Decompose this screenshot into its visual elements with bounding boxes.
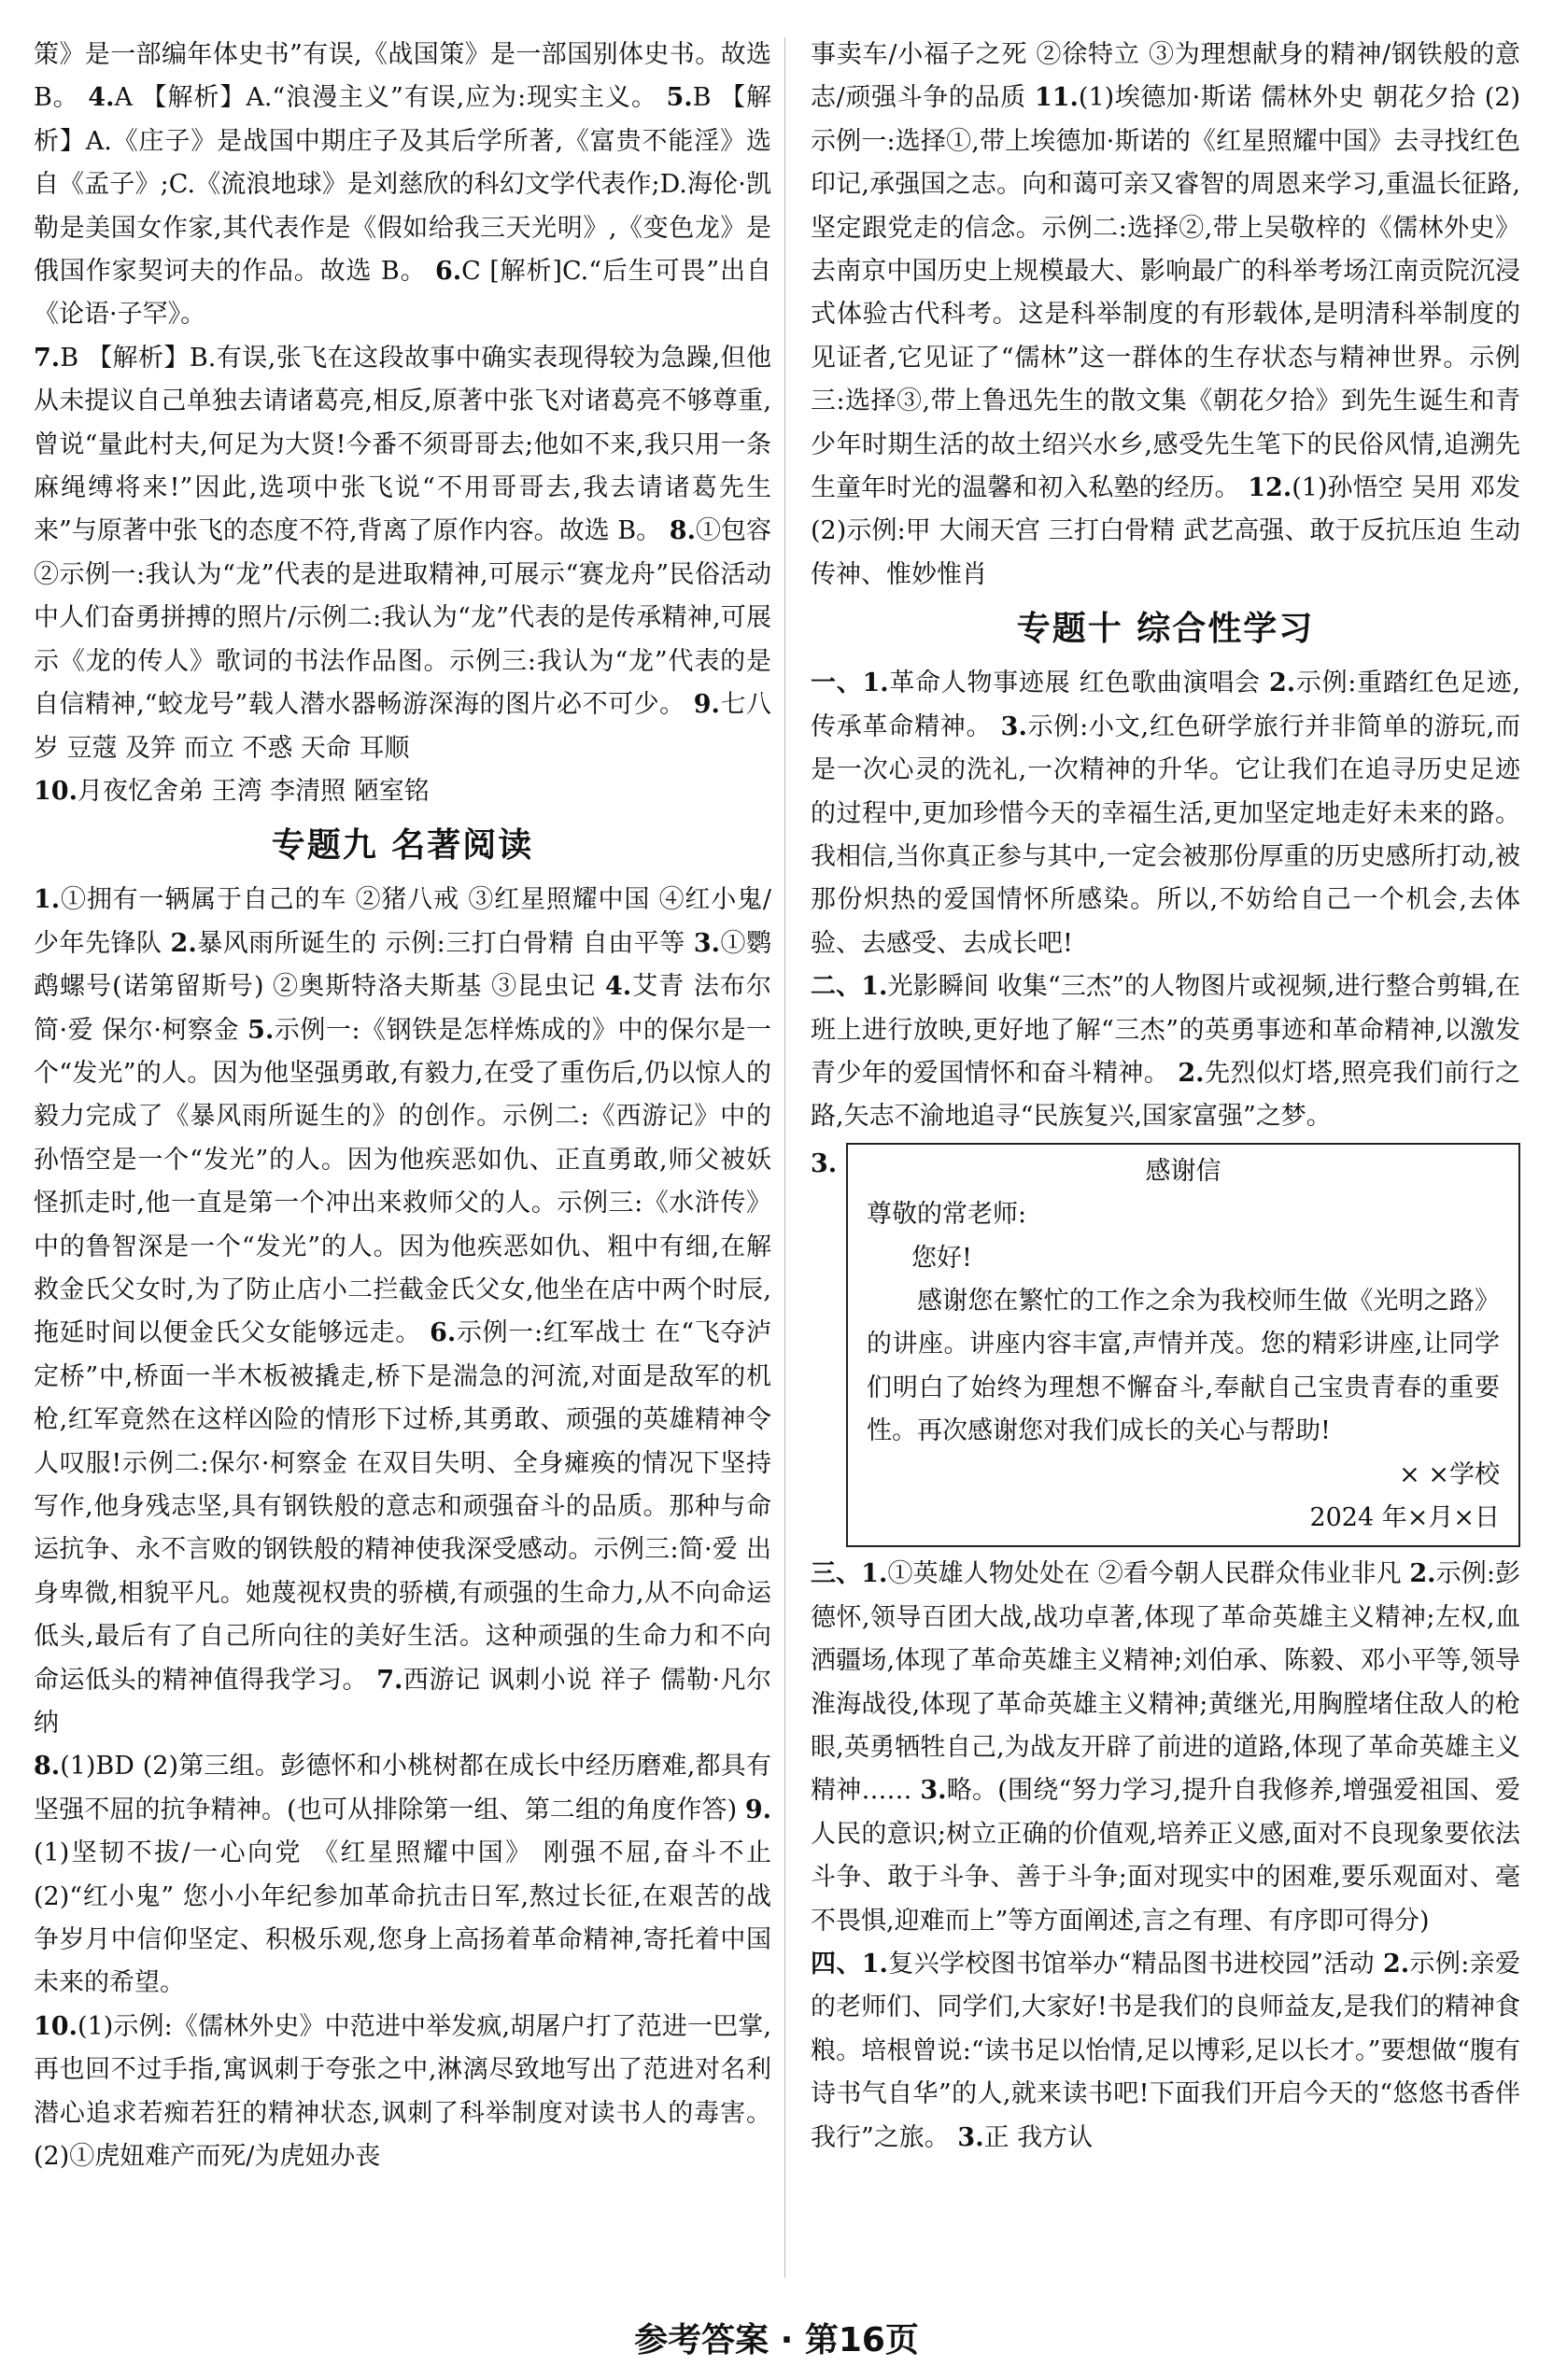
question-number: 6. bbox=[430, 1318, 457, 1348]
paragraph bbox=[34, 34, 771, 337]
answer-text: (1)BD (2)第三组。彭德怀和小桃树都在成长中经历磨难,都具有坚强不屈的抗争精神。(也可从排除第一组、第二组的角度作答) bbox=[34, 1752, 771, 1824]
answer-text: 示例:小文,红色研学旅行并非简单的游玩,而是一次心灵的洗礼,一次精神的升华。它让我们在追寻历史足迹的过程中,更加珍惜今天的幸福生活,更加坚定地走好未来的路。我相信,当你真正参与其中,一定会被那份厚重的历史感所打动,被那份炽热的爱国情怀所感染。所以,不妨给自己一个机会,去体验、去感受、去成长吧! bbox=[811, 711, 1521, 958]
section-number: 一、 bbox=[811, 669, 863, 698]
question-number: 2. bbox=[1178, 1058, 1205, 1088]
answer-text: 策》是一部编年体史书”有误,《战国策》是一部国别体史书。故选 B。 bbox=[34, 40, 771, 113]
question-number: 6. bbox=[434, 257, 462, 287]
answer-text: (1)埃德加·斯诺 儒林外史 朝花夕拾 (2)示例一:选择①,带上埃德加·斯诺的《红星照耀中国》去寻找红色印记,承强国之志。向和蔼可亲又睿智的周恩来学习,重温长征路,坚定跟党走的信念。示例二:选择②,带上吴敬梓的《儒林外史》去南京中国历史上规模最大、影响最广的科举考场江南贡院沉浸式体验古代科考。这是科举制度的有形载体,是明清科举制度的见证者,它见证了“儒林”这一群体的生存状态与精神世界。示例三:选择③,带上鲁迅先生的散文集《朝花夕拾》到先生诞生和青少年时期生活的故土绍兴水乡,感受先生笔下的民俗风情,追溯先生童年时光的温馨和初入私塾的经历。 bbox=[811, 83, 1520, 503]
answer-text: A 【解析】A.“浪漫主义”有误,应为:现实主义。 bbox=[114, 83, 657, 113]
column-divider bbox=[784, 37, 785, 2278]
section-heading-9: 专题九 名著阅读 bbox=[271, 826, 534, 866]
paragraph bbox=[34, 770, 771, 813]
question-number: 9. bbox=[693, 690, 720, 720]
question-number: 3. bbox=[811, 1148, 838, 1178]
answer-text: 光影瞬间 收集“三杰”的人物图片或视频,进行整合剪辑,在班上进行放映,更好地了解“三杰”的英勇事迹和革命精神,以激发青少年的爱国情怀和奋斗精神。 bbox=[811, 972, 1520, 1088]
question-number: 3. bbox=[1000, 711, 1027, 741]
answer-text: 略。(围绕“努力学习,提升自我修养,增强爱祖国、爱人民的意识;树立正确的价值观,培养正义感,面对不良现象要依法斗争、敢于斗争、善于斗争;面对现实中的困难,要乐观面对、毫不畏惧,迎难而上”等方面阐述,言之有理、有序即可得分) bbox=[811, 1776, 1520, 1936]
answer-text: 示例一:红军战士 在“飞夺泸定桥”中,桥面一半木板被撬走,桥下是湍急的河流,对面是敌军的机枪,红军竟然在这样凶险的情形下过桥,其勇敢、顽强的英雄精神令人叹服!示例二:保尔·柯察金 在双目失明、全身瘫痪的情况下坚持写作,他身残志坚,具有钢铁般的意志和顽强奋斗的品质。那种与命运抗争、永不言败的钢铁般的精神使我深受感动。示例三:简·爱 出身卑微,相貌平凡。她蔑视权贵的骄横,有顽强的生命力,从不向命运低头,最后有了自己所向往的美好生活。这种顽强的生命力和不向命运低头的精神值得我学习。 bbox=[34, 1318, 772, 1695]
question-number: 1. bbox=[862, 669, 889, 698]
answer-text: 复兴学校图书馆举办“精品图书进校园”活动 bbox=[887, 1950, 1375, 1979]
question-number: 1. bbox=[861, 1950, 888, 1979]
answer-text: B 【解析】A.《庄子》是战国中期庄子及其后学所著,《富贵不能淫》选自《孟子》;C.《流浪地球》是刘慈欣的科幻文学代表作;D.海伦·凯勒是美国女作家,其代表作是《假如给我三天光明》,《变色龙》是俄国作家契诃夫的作品。故选 B。 bbox=[34, 83, 771, 287]
paragraph bbox=[34, 879, 771, 1745]
question-number: 2. bbox=[1409, 1559, 1436, 1589]
thank-you-letter bbox=[846, 1143, 1520, 1548]
question-number: 5. bbox=[666, 83, 693, 113]
paragraph bbox=[811, 662, 1520, 965]
answer-text: 示例一:《钢铁是怎样炼成的》中的保尔是一个“发光”的人。因为他坚强勇敢,有毅力,在受了重伤后,仍以惊人的毅力完成了《暴风雨所诞生的》的创作。示例二:《西游记》中的孙悟空是一个“发光”的人。因为他疾恶如仇、正直勇敢,师父被妖怪抓走时,他一直是第一个冲出来救师父的人。示例三:《水浒传》中的鲁智深是一个“发光”的人。因为他疾恶如仇、粗中有细,在解救金氏父女时,为了防止店小二拦截金氏父女,他坐在店中两个时辰,拖延时间以便金氏父女能够远走。 bbox=[34, 1015, 771, 1348]
question-number: 10. bbox=[34, 776, 78, 806]
answer-text: 革命人物事迹展 红色歌曲演唱会 bbox=[888, 669, 1261, 698]
question-number: 3. bbox=[957, 2122, 984, 2152]
question-number: 1. bbox=[861, 972, 888, 1002]
letter-hello: 您好! bbox=[911, 1243, 972, 1273]
letter-title: 感谢信 bbox=[1145, 1156, 1221, 1186]
question-number: 1. bbox=[34, 885, 61, 915]
letter-sender: × ×学校 bbox=[1399, 1459, 1500, 1489]
letter-body: 感谢您在繁忙的工作之余为我校师生做《光明之路》的讲座。讲座内容丰富,声情并茂。您的精彩讲座,让同学们明白了始终为理想不懈奋斗,奉献自己宝贵青春的重要性。再次感谢您对我们成长的关心与帮助! bbox=[867, 1286, 1500, 1446]
answer-text: 艾青 法布尔 简·爱 保尔·柯察金 bbox=[34, 972, 772, 1045]
question-number: 2. bbox=[1268, 669, 1296, 698]
answer-text: 暴风雨所诞生的 示例:三打白骨精 自由平等 bbox=[196, 928, 685, 958]
answer-text: 正 我方认 bbox=[983, 2122, 1094, 2152]
question-number: 1. bbox=[861, 1559, 888, 1589]
question-number: 3. bbox=[920, 1776, 947, 1806]
answer-text: 先烈似灯塔,照亮我们前行之路,矢志不渝地追寻“民族复兴,国家富强”之梦。 bbox=[811, 1058, 1520, 1132]
letter-greeting: 尊敬的常老师: bbox=[867, 1200, 1027, 1230]
answer-text: (1)孙悟空 吴用 邓发 (2)示例:甲 大闹天宫 三打白骨精 武艺高强、敢于反抗压迫 生动传神、惟妙惟肖 bbox=[811, 473, 1520, 589]
answer-text: ①拥有一辆属于自己的车 ②猪八戒 ③红星照耀中国 ④红小鬼/少年先锋队 bbox=[34, 885, 771, 958]
question-number: 4. bbox=[604, 972, 632, 1002]
question-number: 9. bbox=[744, 1795, 771, 1824]
answer-text: 西游记 讽刺小说 祥子 儒勒·凡尔纳 bbox=[34, 1665, 771, 1739]
answer-text: (1)坚韧不拔/一心向党 《红星照耀中国》 刚强不屈,奋斗不止 (2)“红小鬼” 您小小年纪参加革命抗击日军,熬过长征,在艰苦的战争岁月中信仰坚定、积极乐观,您身上高扬着革命精神,寄托着中国未来的希望。 bbox=[34, 1838, 771, 1998]
answer-text: 月夜忆舍弟 王湾 李清照 陋室铭 bbox=[77, 776, 430, 806]
question-number: 3. bbox=[693, 928, 721, 958]
question-number: 12. bbox=[1248, 473, 1292, 503]
question-number: 5. bbox=[247, 1015, 275, 1045]
question-number: 8. bbox=[34, 1752, 61, 1781]
question-number: 2. bbox=[1382, 1950, 1410, 1979]
answer-text: 事卖车/小福子之死 ②徐特立 ③为理想献身的精神/钢铁般的意志/顽强斗争的品质 bbox=[811, 40, 1520, 113]
right-column bbox=[811, 34, 1520, 2160]
answer-text: B 【解析】B.有误,张飞在这段故事中确实表现得较为急躁,但他从未提议自己单独去请诸葛亮,相反,原著中张飞对诸葛亮不够尊重,曾说“量此村夫,何足为大贤!今番不须哥哥去;他如不来,我只用一条麻绳缚将来!”因此,选项中张飞说“不用哥哥去,我去请诸葛先生来”与原著中张飞的态度不符,背离了原作内容。故选 B。 bbox=[34, 343, 771, 546]
answer-text: (1)示例:《儒林外史》中范进中举发疯,胡屠户打了范进一巴掌,再也回不过手指,寓讽刺于夸张之中,淋漓尽致地写出了范进对名利潜心追求若痴若狂的精神状态,讽刺了科举制度对读书人的毒害。 (2)①虎妞难产而死/为虎妞办丧 bbox=[34, 2011, 771, 2172]
question-number: 10. bbox=[34, 2011, 78, 2041]
thank-you-letter-block bbox=[811, 1143, 1520, 1548]
answer-text: C [解析]C.“后生可畏”出自《论语·子罕》。 bbox=[34, 257, 771, 330]
question-number: 7. bbox=[376, 1665, 403, 1695]
paragraph bbox=[811, 34, 1520, 597]
paragraph bbox=[811, 965, 1520, 1139]
paragraph bbox=[34, 337, 771, 770]
section-number: 三、 bbox=[811, 1559, 862, 1589]
page-footer: 参考答案 · 第16页 bbox=[634, 2321, 919, 2359]
answer-text: 七八岁 豆蔻 及笄 而立 不惑 天命 耳顺 bbox=[34, 690, 771, 763]
paragraph bbox=[34, 1745, 771, 2005]
letter-date: 2024 年×月×日 bbox=[1309, 1503, 1500, 1532]
answer-text: ①包容 ②示例一:我认为“龙”代表的是进取精神,可展示“赛龙舟”民俗活动中人们奋勇拼搏的照片/示例二:我认为“龙”代表的是传承精神,可展示《龙的传人》歌词的书法作品图。示例三:我认为“龙”代表的是自信精神,“蛟龙号”载人潜水器畅游深海的图片必不可少。 bbox=[34, 516, 772, 720]
question-number: 7. bbox=[34, 343, 61, 373]
section-heading-10: 专题十 综合性学习 bbox=[1016, 610, 1315, 649]
left-column bbox=[34, 34, 771, 2179]
answer-text: 示例:亲爱的老师们、同学们,大家好!书是我们的良师益友,是我们的精神食粮。培根曾说:“读书足以怡情,足以博彩,足以长才。”要想做“腹有诗书气自华”的人,就来读书吧!下面我们开启今天的“悠悠书香伴我行”之旅。 bbox=[811, 1950, 1520, 2152]
section-number: 二、 bbox=[811, 972, 862, 1002]
question-number: 8. bbox=[669, 516, 696, 546]
question-number: 11. bbox=[1034, 83, 1079, 113]
paragraph bbox=[811, 1943, 1520, 2160]
section-number: 四、 bbox=[811, 1950, 862, 1979]
paragraph bbox=[34, 2006, 771, 2179]
answer-text: 示例:重踏红色足迹,传承革命精神。 bbox=[811, 669, 1520, 741]
question-number: 4. bbox=[88, 83, 115, 113]
paragraph bbox=[811, 1553, 1520, 1943]
question-number: 2. bbox=[170, 928, 197, 958]
answer-text: ①英雄人物处处在 ②看今朝人民群众伟业非凡 bbox=[887, 1559, 1402, 1589]
answer-text: ①鹦鹉螺号(诺第留斯号) ②奥斯特洛夫斯基 ③昆虫记 bbox=[34, 928, 771, 1002]
answer-text: 示例:彭德怀,领导百团大战,战功卓著,体现了革命英雄主义精神;左权,血洒疆场,体现了革命英雄主义精神;刘伯承、陈毅、邓小平等,领导淮海战役,体现了革命英雄主义精神;黄继光,用胸膛堵住敌人的枪眼,英勇牺牲自己,为战友开辟了前进的道路,体现了革命英雄主义精神…… bbox=[811, 1559, 1520, 1806]
